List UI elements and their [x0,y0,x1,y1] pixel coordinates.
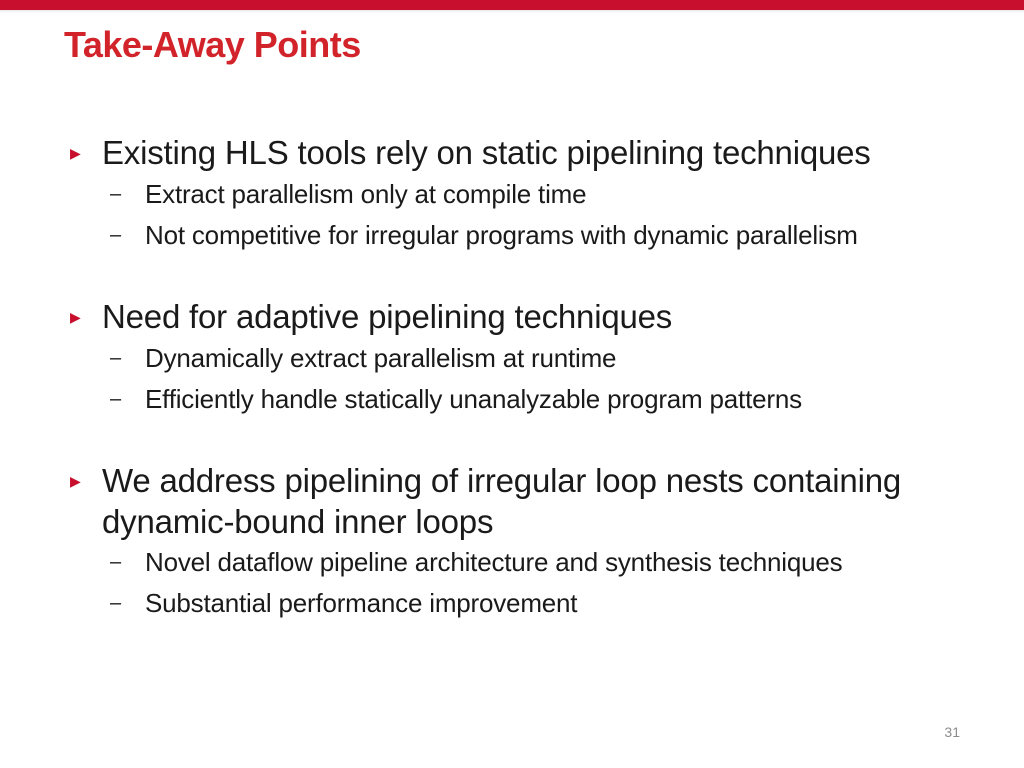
triangle-right-icon: ▶ [70,145,81,161]
sub-bullet-text: Dynamically extract parallelism at runtime [145,343,617,373]
sub-bullet [110,174,968,215]
sub-bullet-text: Not competitive for irregular programs with dynamic parallelism [145,220,858,250]
bullet-2 [68,296,968,420]
page-number: 31 [944,724,960,740]
bullet-2-sublist [68,338,968,420]
bullet-2-text: Need for adaptive pipelining techniques [102,298,673,335]
triangle-right-icon: ▶ [70,473,81,489]
dash-icon: – [110,551,121,573]
sub-bullet-text: Novel dataflow pipeline architecture and synthesis techniques [145,547,843,577]
triangle-right-icon: ▶ [70,309,81,325]
bullet-3 [68,460,968,624]
dash-icon: – [110,224,121,246]
bullet-3-sublist [68,542,968,624]
dash-icon: – [110,347,121,369]
sub-bullet-text: Efficiently handle statically unanalyzable program patterns [145,384,802,414]
bullet-1-text: Existing HLS tools rely on static pipelining techniques [102,134,871,171]
sub-bullet [110,542,968,583]
bullet-3-text: We address pipelining of irregular loop nests containing dynamic-bound inner loops [102,462,902,540]
slide-content [68,132,968,664]
bullet-1-sublist [68,174,968,256]
slide-title: Take-Away Points [64,24,361,65]
sub-bullet-text: Substantial performance improvement [145,588,578,618]
top-accent-bar [0,0,1024,10]
top-bar-shadow [0,10,1024,13]
sub-bullet-text: Extract parallelism only at compile time [145,179,587,209]
sub-bullet [110,215,968,256]
dash-icon: – [110,183,121,205]
sub-bullet [110,583,968,624]
dash-icon: – [110,388,121,410]
dash-icon: – [110,592,121,614]
sub-bullet [110,338,968,379]
bullet-1 [68,132,968,256]
sub-bullet [110,379,968,420]
